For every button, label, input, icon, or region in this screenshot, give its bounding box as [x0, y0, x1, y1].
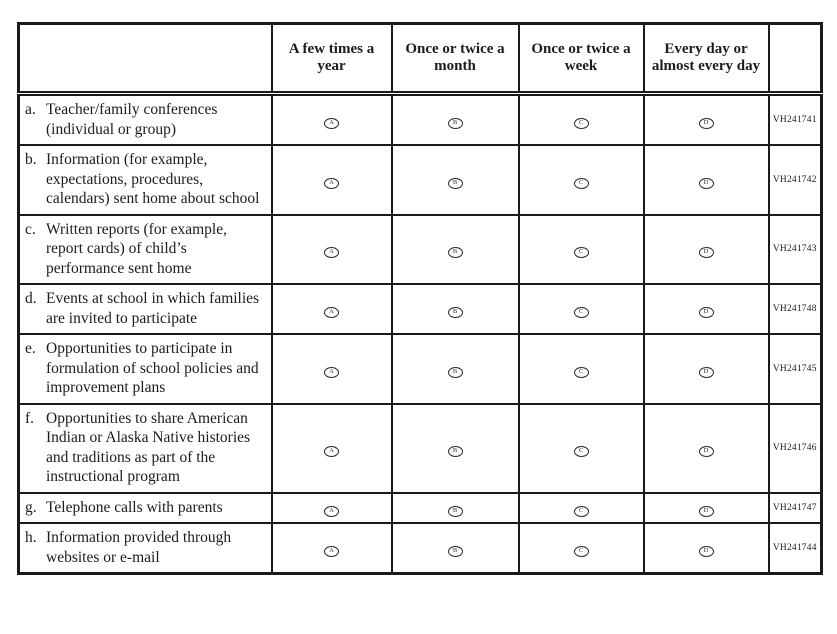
item-code: VH241748	[769, 284, 822, 334]
answer-bubble-c[interactable]: C	[574, 247, 589, 258]
answer-bubble-a[interactable]: A	[324, 247, 339, 258]
frequency-column-header: Once or twice a month	[392, 24, 519, 94]
item-code: VH241746	[769, 404, 822, 493]
answer-bubble-b[interactable]: B	[448, 446, 463, 457]
answer-bubble-c[interactable]: C	[574, 446, 589, 457]
row-letter: f.	[25, 409, 35, 427]
option-cell	[519, 215, 644, 285]
table-row	[19, 215, 822, 285]
item-code: VH241741	[769, 94, 822, 146]
answer-bubble-b[interactable]: B	[448, 307, 463, 318]
row-label-cell	[19, 145, 272, 215]
answer-bubble-b[interactable]: B	[448, 367, 463, 378]
row-text: Information (for example, expectations, procedures, calendars) sent home about school	[46, 151, 260, 208]
answer-bubble-c[interactable]: C	[574, 506, 589, 517]
row-letter: d.	[25, 290, 37, 308]
answer-bubble-a[interactable]: A	[324, 546, 339, 557]
answer-bubble-d[interactable]: D	[699, 118, 714, 129]
table-row	[19, 94, 822, 146]
row-label-cell	[19, 523, 272, 574]
option-cell	[392, 404, 519, 493]
answer-bubble-a[interactable]: A	[324, 367, 339, 378]
option-cell	[272, 493, 392, 524]
item-code: VH241744	[769, 523, 822, 574]
row-letter: g.	[25, 498, 37, 516]
row-label-column-header	[19, 24, 272, 94]
option-cell	[644, 404, 769, 493]
answer-bubble-d[interactable]: D	[699, 178, 714, 189]
option-cell	[519, 334, 644, 404]
option-cell	[519, 404, 644, 493]
answer-bubble-a[interactable]: A	[324, 446, 339, 457]
row-label-cell	[19, 404, 272, 493]
answer-bubble-c[interactable]: C	[574, 178, 589, 189]
answer-bubble-d[interactable]: D	[699, 546, 714, 557]
option-cell	[272, 215, 392, 285]
table-row	[19, 404, 822, 493]
answer-bubble-d[interactable]: D	[699, 247, 714, 258]
option-cell	[519, 284, 644, 334]
answer-bubble-a[interactable]: A	[324, 506, 339, 517]
option-cell	[519, 523, 644, 574]
item-code: VH241742	[769, 145, 822, 215]
answer-bubble-c[interactable]: C	[574, 546, 589, 557]
answer-bubble-c[interactable]: C	[574, 367, 589, 378]
row-letter: h.	[25, 529, 37, 547]
item-code: VH241747	[769, 493, 822, 524]
row-label-cell	[19, 94, 272, 146]
option-cell	[644, 523, 769, 574]
item-code: VH241743	[769, 215, 822, 285]
answer-bubble-b[interactable]: B	[448, 546, 463, 557]
frequency-column-header: A few times a year	[272, 24, 392, 94]
row-text: Teacher/family conferences (individual or group)	[46, 101, 218, 138]
option-cell	[644, 215, 769, 285]
answer-bubble-d[interactable]: D	[699, 307, 714, 318]
answer-bubble-b[interactable]: B	[448, 118, 463, 129]
option-cell	[272, 284, 392, 334]
answer-bubble-b[interactable]: B	[448, 178, 463, 189]
table-row	[19, 284, 822, 334]
option-cell	[644, 145, 769, 215]
frequency-survey-table	[17, 22, 823, 575]
option-cell	[392, 145, 519, 215]
row-label-cell	[19, 215, 272, 285]
option-cell	[392, 215, 519, 285]
frequency-column-header: Every day or almost every day	[644, 24, 769, 94]
row-text: Telephone calls with parents	[46, 498, 223, 516]
option-cell	[272, 404, 392, 493]
option-cell	[392, 284, 519, 334]
option-cell	[392, 523, 519, 574]
answer-bubble-d[interactable]: D	[699, 446, 714, 457]
frequency-column-header: Once or twice a week	[519, 24, 644, 94]
option-cell	[519, 145, 644, 215]
option-cell	[519, 493, 644, 524]
table-row	[19, 493, 822, 524]
code-column-header	[769, 24, 822, 94]
row-letter: e.	[25, 340, 36, 358]
option-cell	[519, 94, 644, 146]
row-letter: a.	[25, 101, 36, 118]
row-letter: c.	[25, 220, 36, 238]
answer-bubble-d[interactable]: D	[699, 506, 714, 517]
answer-bubble-a[interactable]: A	[324, 178, 339, 189]
option-cell	[272, 145, 392, 215]
option-cell	[644, 284, 769, 334]
answer-bubble-a[interactable]: A	[324, 118, 339, 129]
row-text: Opportunities to share American Indian or Alaska Native histories and traditions as part of the instructional program	[46, 409, 251, 486]
option-cell	[644, 94, 769, 146]
answer-bubble-b[interactable]: B	[448, 506, 463, 517]
row-text: Events at school in which families are invited to participate	[46, 290, 260, 327]
option-cell	[272, 523, 392, 574]
option-cell	[272, 94, 392, 146]
row-text: Information provided through websites or e-mail	[46, 529, 232, 566]
item-code: VH241745	[769, 334, 822, 404]
option-cell	[644, 334, 769, 404]
answer-bubble-c[interactable]: C	[574, 118, 589, 129]
row-label-cell	[19, 284, 272, 334]
option-cell	[644, 493, 769, 524]
row-label-cell	[19, 493, 272, 524]
option-cell	[272, 334, 392, 404]
answer-bubble-c[interactable]: C	[574, 307, 589, 318]
table-row	[19, 145, 822, 215]
row-text: Opportunities to participate in formulation of school policies and improvement plans	[46, 340, 259, 397]
row-label-cell	[19, 334, 272, 404]
header-row	[19, 24, 822, 94]
row-text: Written reports (for example, report cards) of child’s performance sent home	[46, 220, 227, 277]
answer-bubble-a[interactable]: A	[324, 307, 339, 318]
row-letter: b.	[25, 151, 37, 169]
option-cell	[392, 94, 519, 146]
table-row	[19, 523, 822, 574]
answer-bubble-d[interactable]: D	[699, 367, 714, 378]
option-cell	[392, 334, 519, 404]
option-cell	[392, 493, 519, 524]
table-row	[19, 334, 822, 404]
answer-bubble-b[interactable]: B	[448, 247, 463, 258]
